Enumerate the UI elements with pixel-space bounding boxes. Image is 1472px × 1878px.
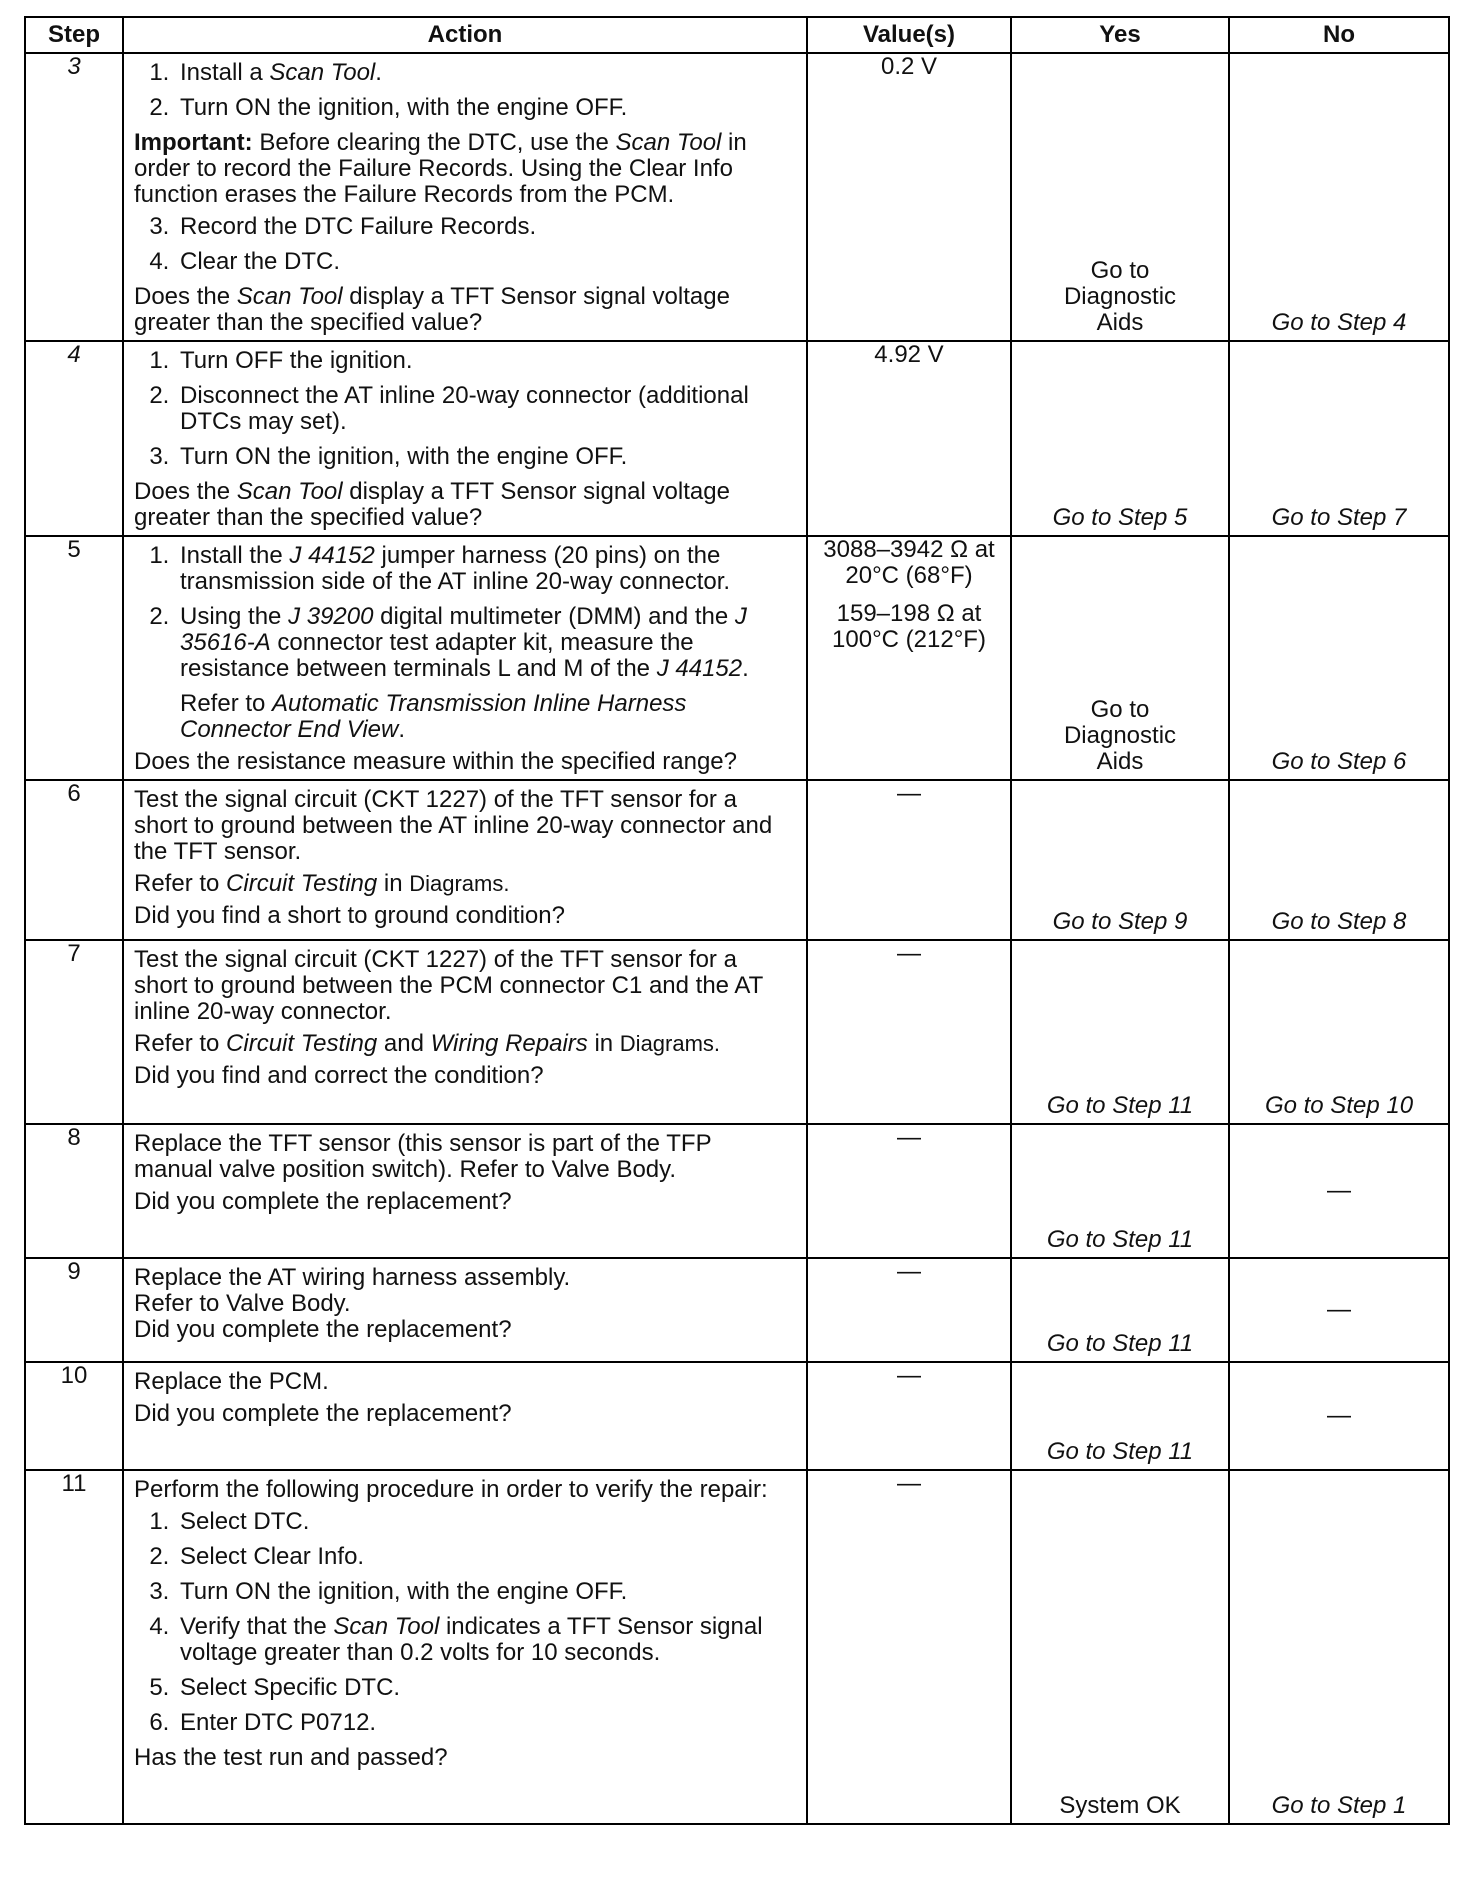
instruction: Perform the following procedure in order to verify the repair: bbox=[134, 1476, 768, 1503]
no-cell bbox=[1229, 536, 1449, 780]
yes-cell bbox=[1011, 1258, 1229, 1362]
step-number: 5 bbox=[25, 536, 123, 780]
value-cell: — bbox=[807, 1124, 1011, 1258]
refer-note: Refer to Valve Body. bbox=[134, 1290, 351, 1317]
no-cell bbox=[1229, 341, 1449, 536]
refer-link[interactable]: Wiring Repairs bbox=[430, 1030, 588, 1057]
list-item: 4. Clear the DTC. bbox=[176, 249, 796, 275]
refer-link[interactable]: Circuit Testing bbox=[226, 870, 378, 897]
important-note: Important: Before clearing the DTC, use the Scan Tool in order to record the Failure Records. Using the Clear Info function erases the Failure Records from the PCM. bbox=[134, 129, 747, 208]
refer-note: Refer to Circuit Testing in Diagrams. bbox=[134, 870, 510, 897]
table-row-step-4 bbox=[25, 341, 1449, 536]
list-item: 1. Turn OFF the ignition. bbox=[176, 348, 796, 374]
yes-result: Go to Step 11 bbox=[1046, 1092, 1194, 1119]
table-row-step-10 bbox=[25, 1362, 1449, 1470]
table-row-step-3 bbox=[25, 53, 1449, 341]
value-cell: 0.2 V bbox=[807, 53, 1011, 341]
step-number: 11 bbox=[25, 1470, 123, 1824]
question: Did you complete the replacement? bbox=[134, 1316, 512, 1343]
action-cell bbox=[123, 53, 807, 341]
yes-cell bbox=[1011, 53, 1229, 341]
instruction: Replace the PCM. bbox=[134, 1368, 329, 1395]
question: Does the Scan Tool display a TFT Sensor signal voltage greater than the specified value? bbox=[134, 478, 730, 531]
list-item: 3. Turn ON the ignition, with the engine OFF. bbox=[176, 1579, 796, 1605]
yes-result: Go to Step 9 bbox=[1052, 908, 1188, 935]
header-yes: Yes bbox=[1011, 17, 1229, 53]
action-cell bbox=[123, 940, 807, 1124]
value-cell: — bbox=[807, 1470, 1011, 1824]
step-number: 10 bbox=[25, 1362, 123, 1470]
value-cell: — bbox=[807, 940, 1011, 1124]
no-cell bbox=[1229, 940, 1449, 1124]
header-row bbox=[25, 17, 1449, 53]
list-item: 2. Disconnect the AT inline 20-way connector (additional DTCs may set). bbox=[176, 383, 796, 435]
value-range-1: 3088–3942 Ω at 20°C (68°F) bbox=[823, 536, 995, 589]
yes-cell bbox=[1011, 1470, 1229, 1824]
table-row-step-7 bbox=[25, 940, 1449, 1124]
table-row-step-8 bbox=[25, 1124, 1449, 1258]
yes-result: Go to Step 5 bbox=[1052, 504, 1188, 531]
instruction: Test the signal circuit (CKT 1227) of the TFT sensor for a short to ground between the AT inline 20-way connector and the TFT sensor. bbox=[134, 786, 773, 865]
diagnostic-table bbox=[24, 16, 1450, 1825]
step-number: 8 bbox=[25, 1124, 123, 1258]
step-number: 4 bbox=[25, 341, 123, 536]
question: Did you complete the replacement? bbox=[134, 1188, 512, 1215]
header-values: Value(s) bbox=[807, 17, 1011, 53]
action-cell bbox=[123, 1470, 807, 1824]
list-item: 3. Record the DTC Failure Records. bbox=[176, 214, 796, 240]
instruction: Replace the TFT sensor (this sensor is part of the TFP manual valve position switch). Refer to Valve Body. bbox=[134, 1130, 712, 1183]
action-cell bbox=[123, 536, 807, 780]
no-result: — bbox=[1327, 1177, 1351, 1204]
no-result: — bbox=[1327, 1296, 1351, 1323]
yes-result: Go to Step 11 bbox=[1046, 1226, 1194, 1253]
list-item: 1. Install a Scan Tool. bbox=[176, 60, 796, 86]
list-item: 1. Select DTC. bbox=[176, 1509, 796, 1535]
no-result: Go to Step 6 bbox=[1271, 748, 1407, 775]
list-item: 6. Enter DTC P0712. bbox=[176, 1710, 796, 1736]
action-cell bbox=[123, 341, 807, 536]
question: Did you find and correct the condition? bbox=[134, 1062, 544, 1089]
yes-result: Go to Step 11 bbox=[1046, 1330, 1194, 1357]
list-item: 2. Using the J 39200 digital multimeter (DMM) and the J 35616-A connector test adapter kit, measure the resistance between terminals L and M of the J 44152. bbox=[176, 604, 796, 682]
yes-cell bbox=[1011, 341, 1229, 536]
header-no: No bbox=[1229, 17, 1449, 53]
step-number: 6 bbox=[25, 780, 123, 940]
list-item: 2. Select Clear Info. bbox=[176, 1544, 796, 1570]
list-item: 2. Turn ON the ignition, with the engine OFF. bbox=[176, 95, 796, 121]
refer-link[interactable]: Automatic Transmission Inline Harness Connector End View bbox=[180, 690, 687, 743]
question: Has the test run and passed? bbox=[134, 1744, 448, 1771]
no-result: Go to Step 4 bbox=[1271, 309, 1407, 336]
no-cell bbox=[1229, 53, 1449, 341]
no-cell bbox=[1229, 1362, 1449, 1470]
yes-cell bbox=[1011, 780, 1229, 940]
yes-cell bbox=[1011, 1362, 1229, 1470]
yes-cell bbox=[1011, 536, 1229, 780]
refer-link[interactable]: Circuit Testing bbox=[226, 1030, 378, 1057]
yes-result: Go to Step 11 bbox=[1046, 1438, 1194, 1465]
table-row-step-6 bbox=[25, 780, 1449, 940]
no-cell bbox=[1229, 1258, 1449, 1362]
no-cell bbox=[1229, 780, 1449, 940]
no-cell bbox=[1229, 1470, 1449, 1824]
no-result: Go to Step 10 bbox=[1264, 1092, 1414, 1119]
value-cell: 4.92 V bbox=[807, 341, 1011, 536]
value-cell: — bbox=[807, 1258, 1011, 1362]
no-result: Go to Step 1 bbox=[1271, 1792, 1407, 1819]
header-action: Action bbox=[123, 17, 807, 53]
value-cell: — bbox=[807, 1362, 1011, 1470]
yes-cell bbox=[1011, 940, 1229, 1124]
refer-note: Refer to Automatic Transmission Inline Harness Connector End View. bbox=[180, 690, 687, 743]
no-result: Go to Step 7 bbox=[1271, 504, 1407, 531]
no-result: Go to Step 8 bbox=[1271, 908, 1407, 935]
header-step: Step bbox=[25, 17, 123, 53]
step-number: 7 bbox=[25, 940, 123, 1124]
table-row-step-5 bbox=[25, 536, 1449, 780]
instruction: Test the signal circuit (CKT 1227) of the TFT sensor for a short to ground between the PCM connector C1 and the AT inline 20-way connector. bbox=[134, 946, 763, 1025]
table-row-step-9 bbox=[25, 1258, 1449, 1362]
no-result: — bbox=[1327, 1402, 1351, 1429]
refer-note: Refer to Circuit Testing and Wiring Repairs in Diagrams. bbox=[134, 1030, 721, 1057]
value-cell: — bbox=[807, 780, 1011, 940]
list-item: 4. Verify that the Scan Tool indicates a TFT Sensor signal voltage greater than 0.2 volts for 10 seconds. bbox=[176, 1614, 796, 1666]
no-cell bbox=[1229, 1124, 1449, 1258]
question: Did you find a short to ground condition? bbox=[134, 902, 565, 929]
yes-result: System OK bbox=[1059, 1792, 1181, 1819]
yes-result: Go to Diagnostic Aids bbox=[1063, 696, 1177, 775]
action-cell bbox=[123, 780, 807, 940]
question: Did you complete the replacement? bbox=[134, 1400, 512, 1427]
value-cell bbox=[807, 536, 1011, 780]
yes-cell bbox=[1011, 1124, 1229, 1258]
action-cell bbox=[123, 1258, 807, 1362]
list-item: 3. Turn ON the ignition, with the engine OFF. bbox=[176, 444, 796, 470]
question: Does the Scan Tool display a TFT Sensor signal voltage greater than the specified value? bbox=[134, 283, 730, 336]
yes-result: Go to Diagnostic Aids bbox=[1063, 257, 1177, 336]
step-number: 3 bbox=[25, 53, 123, 341]
action-cell bbox=[123, 1362, 807, 1470]
table-row-step-11 bbox=[25, 1470, 1449, 1824]
question: Does the resistance measure within the specified range? bbox=[134, 748, 737, 775]
action-cell bbox=[123, 1124, 807, 1258]
list-item: 1. Install the J 44152 jumper harness (20 pins) on the transmission side of the AT inline 20-way connector. bbox=[176, 543, 796, 595]
list-item: 5. Select Specific DTC. bbox=[176, 1675, 796, 1701]
step-number: 9 bbox=[25, 1258, 123, 1362]
value-range-2: 159–198 Ω at 100°C (212°F) bbox=[832, 600, 986, 653]
instruction: Replace the AT wiring harness assembly. bbox=[134, 1264, 571, 1291]
